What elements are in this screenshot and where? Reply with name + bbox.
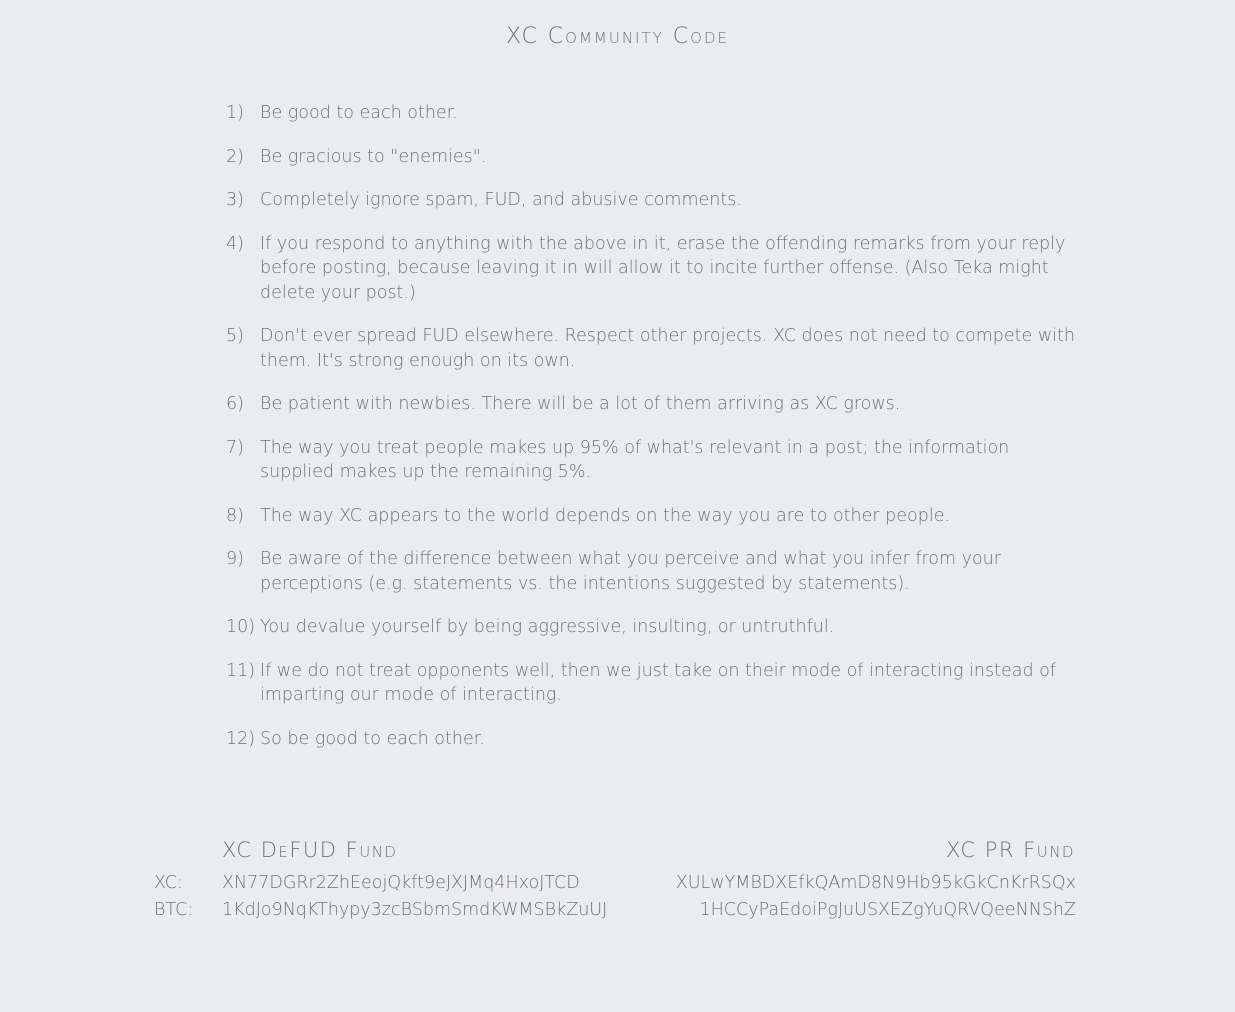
- list-item: [226, 659, 1076, 708]
- rule-text: Be gracious to "enemies".: [260, 146, 487, 167]
- list-item: [226, 615, 1076, 640]
- rule-number: 6): [226, 394, 244, 414]
- list-item: [226, 324, 1076, 373]
- btc-label: BTC:: [154, 900, 194, 920]
- list-item: [226, 101, 1076, 126]
- defud-fund-title: XC DeFUD Fund: [222, 838, 398, 862]
- rule-text: Be patient with newbies. There will be a lot of them arriving as XC grows.: [260, 394, 901, 414]
- rule-text: Completely ignore spam, FUD, and abusive comments.: [260, 190, 742, 210]
- rule-number: 3): [226, 190, 244, 210]
- list-item: [226, 392, 1076, 417]
- rule-number: 11): [226, 660, 256, 681]
- list-item: [226, 436, 1076, 485]
- list-item: [226, 232, 1076, 306]
- rule-text: If we do not treat opponents well, then we just take on their mode of interacting instead of imparting our mode of interacting.: [260, 660, 1056, 705]
- rule-text: You devalue yourself by being aggressive, insulting, or untruthful.: [260, 617, 835, 637]
- rule-text: So be good to each other.: [260, 728, 485, 749]
- rule-number: 7): [226, 437, 244, 458]
- rule-text: The way you treat people makes up 95% of what's relevant in a post; the information supplied makes up the remaining 5%.: [260, 437, 1010, 482]
- defud-btc-address: 1KdJo9NqKThypy3zcBSbmSmdKWMSBkZuUJ: [222, 900, 608, 920]
- rule-number: 8): [226, 505, 244, 526]
- page-title: XC Community Code: [505, 24, 729, 49]
- list-item: [226, 188, 1076, 213]
- list-item: [226, 504, 1076, 529]
- rule-text: Don't ever spread FUD elsewhere. Respect other projects. XC does not need to compete with them. It's strong enough on its own.: [260, 326, 1075, 371]
- rule-number: 12): [226, 728, 256, 749]
- rule-text: The way XC appears to the world depends on the way you are to other people.: [260, 505, 951, 526]
- list-item: [226, 727, 1076, 752]
- rule-number: 10): [226, 617, 256, 637]
- rule-number: 1): [226, 103, 244, 123]
- rule-text: Be aware of the difference between what you perceive and what you infer from your perceptions (e.g. statements vs. the intentions suggested by statements).: [260, 549, 1001, 594]
- pr-btc-address: 1HCCyPaEdoiPgJuUSXEZgYuQRVQeeNNShZ: [699, 900, 1076, 920]
- rule-number: 2): [226, 146, 244, 167]
- rule-text: If you respond to anything with the above in it, erase the offending remarks from your reply before posting, because leaving it in will allow it to incite further offense. (Also Teka might delete your post.): [260, 233, 1066, 303]
- rule-number: 4): [226, 233, 244, 254]
- list-item: [226, 145, 1076, 170]
- rules-list: [226, 101, 1076, 770]
- xc-label: XC:: [154, 873, 183, 893]
- rule-text: Be good to each other.: [260, 103, 458, 123]
- rule-number: 9): [226, 549, 244, 569]
- rule-number: 5): [226, 326, 244, 346]
- defud-xc-address: XN77DGRr2ZhEeojQkft9eJXJMq4HxoJTCD: [222, 873, 580, 893]
- list-item: [226, 547, 1076, 596]
- pr-fund-title: XC PR Fund: [946, 838, 1075, 862]
- pr-xc-address: XULwYMBDXEfkQAmD8N9Hb95kGkCnKrRSQx: [675, 873, 1076, 893]
